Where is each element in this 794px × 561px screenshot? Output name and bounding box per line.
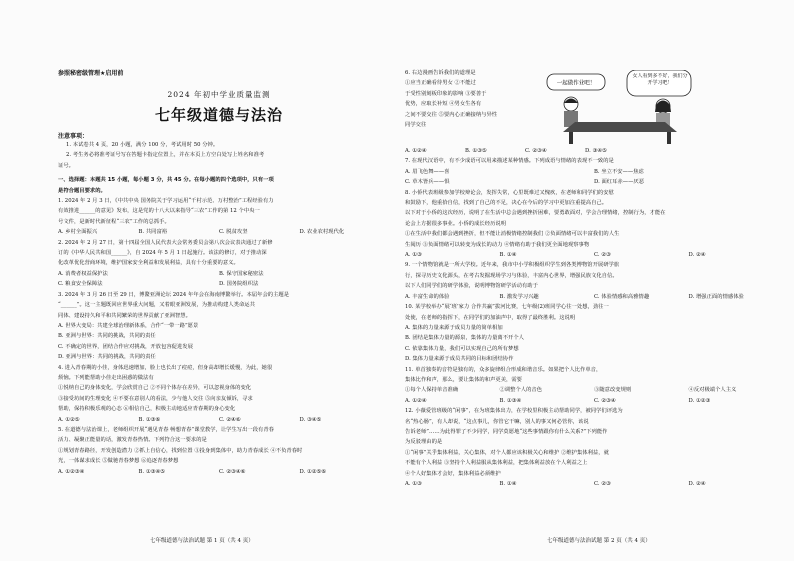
question-1-line: 有效推进______的意见》发布，这是党的十八大以来指导“三农”工作的第 12 个中央一 <box>58 208 260 215</box>
question-8-options <box>405 250 783 260</box>
question-10-line: 10. 某学校举办“展‘班’家力 合作共赢”拔河比赛，七年级(2)班同学心往一处想，劲往一 <box>405 304 609 311</box>
question-12-item: ①“闲事”关乎集体利益，关心集体，对个人都应该积极关心和维护 ②维护集体利益，就 <box>405 449 609 456</box>
question-2-line: 化改革优化营商环境，维护国家安全利益和发展利益，具有十分重要的意义。 <box>58 260 239 267</box>
question-2-line: 2. 2024 年 2 月 27 日，第十四届全国人民代表大会常务委员会第八次会议表决通过了新修 <box>58 239 273 246</box>
option-a: A. ①③ <box>405 252 422 259</box>
question-3-line: “______”。这一主题既回应世界重大问题，又着眼亚洲发展，为推动构建人类命运共 <box>58 302 255 309</box>
option-d: D. ①②③ <box>688 397 711 404</box>
notes-heading: 注意事项： <box>58 133 89 140</box>
page-footer: 七年级道德与法治试题 第 2 页（共 4 页） <box>547 538 651 544</box>
question-12-line: 名“热心肠”，有人却说，“这点事儿，你管它干嘛，别人的事又何必管你，该说 <box>405 418 589 425</box>
option-a: A. ①②⑤ <box>58 416 80 423</box>
question-3-line: 3. 2024 年 3 月 26 日至 29 日，博鳌亚洲论坛 2024 年年会在海南博鳌举行。本届年会的主题是 <box>58 291 290 298</box>
option-b: B. 保守国家秘密法 <box>219 270 264 277</box>
option-b: B. 共同富裕 <box>138 229 168 236</box>
cartoon-illustration <box>545 70 695 146</box>
question-9-line: 行，探寻历史文化源头，在考古发掘现场学习与体验，丰富内心世界，增强民族文化自信。 <box>405 272 618 279</box>
option-b: B. 团结是集体力量的源泉，集体的力量离不开个人 <box>405 335 524 342</box>
question-12-line: 告诉老师”……为此得罪了不少同学，同学莫愿地“这些事情跟你有什么关系?”下列能作 <box>405 428 608 435</box>
option-d: D. ②④ <box>688 481 706 487</box>
option-a: A. 眉飞色舞——喜 <box>405 168 450 175</box>
option-c: C. ②④⑥ <box>219 416 241 423</box>
option-c: C. ②③④ <box>594 397 616 404</box>
option-a: A. 丰富生命的体验 <box>405 293 450 300</box>
question-4-line: 烦恼。下列能帮助小佳走出困惑的做法有 <box>58 374 154 381</box>
option-d: D. 国务院组织法 <box>219 281 259 288</box>
question-12-line: 12. 小薇爱管班级的“闲事”，在为班集体出力，在学校里积极主动帮助同学，被同学们评选为 <box>405 408 623 415</box>
option-a: A. 集体的力量来源于成员力量的简单相加 <box>405 324 503 331</box>
item: ④反对极端个人主义 <box>688 387 737 394</box>
option-d: D. ①②⑤⑥ <box>299 468 327 475</box>
question-11-line: 集体比作和声，那么，要让集体的和声更美，需要 <box>405 376 522 383</box>
question-1-options <box>58 227 380 237</box>
question-6-line: 之间不要交往 ⑤要内心正确接纳与异性 <box>405 111 498 118</box>
question-9-line: 9. 一个情物馆就是一所大学校。近年来，我市中小学积极组织学生到各类博物馆开展研学旅 <box>405 262 620 269</box>
section-heading-cont: 是符合题目要求的。 <box>58 187 106 194</box>
question-6-line: ①应当正确看待男女 ②不能过 <box>405 80 476 87</box>
option-a: A. 世界大变局：共建全球治理新体系，合作“一带一路”愿景 <box>58 322 199 329</box>
option-a: A. 乡村全面振兴 <box>58 229 98 236</box>
question-7-line: 7. 在现代汉语中，有不少成语可以用来描述某种情感。下列成语与情绪的表现不一致的是 <box>405 158 614 165</box>
option-b: B. ①④ <box>499 252 517 259</box>
section-heading: 一、选择题：本题共 15 小题，每小题 3 分，共 45 分。在每小题的四个选项中，只有一项 <box>58 177 274 184</box>
question-6-line: 于受性别刻板印象的影响 ③要善于 <box>405 90 487 97</box>
question-8-line: 和鼓励下，他重拾自信，找到了自己的不足，决心在今后的学习中更加注重提高自己。 <box>405 200 608 207</box>
question-3-line: 同体、建设持久和平和共同繁荣的世界贡献了亚洲智慧。 <box>58 312 191 319</box>
exam-title: 2024 年初中学业质量监测 <box>167 90 271 99</box>
option-a: A. ①②③④ <box>58 468 85 475</box>
question-4-item: 帮助，保持积极乐观的心态 ⑥相信自己，积极主动地适应青春期的身心变化 <box>58 406 236 413</box>
option-b: B. ①③④⑤ <box>138 468 165 475</box>
question-6-options <box>405 146 645 156</box>
question-5-line: 5. 在道德与法治课上，老师组织开展“遇见青春 畅想青春”课堂教学，让学生写出一段有青春 <box>58 426 275 433</box>
option-b: B. ①③④ <box>499 397 522 404</box>
question-12-line: 为反驳理由的是 <box>405 439 443 446</box>
right-page <box>397 0 794 561</box>
question-8-item: 生阅历 ③负面情绪可以转变为成长的动力 ④情绪有助于我们更全面地观察事物 <box>405 241 590 248</box>
option-c: C. ②③④⑥ <box>219 468 246 475</box>
question-12-options <box>405 479 783 489</box>
question-2-options <box>58 279 380 289</box>
option-c: C. 依靠集体力量，我们可以实现自己的所有梦想 <box>405 345 519 352</box>
page-footer: 七年级道德与法治试题 第 1 页（共 4 页） <box>150 538 254 544</box>
question-4-item: ③接受坊间的生理变化 ④不要在意别人的看法，少与他人交往 ⑤向亲友倾诉，寻求 <box>58 395 253 402</box>
option-c: C. ②③ <box>594 481 611 487</box>
question-8-item: ①在生活中我们都会遇到挫折，但不能让消极情绪控制我们 ②负面情绪可以丰富我们的人生 <box>405 231 620 238</box>
item: ②调整个人的音色 <box>499 387 543 394</box>
bubble-right-text: 女人看到多不好，我们分开学习吧！ <box>632 73 688 86</box>
option-c: C. ②③④ <box>525 148 547 154</box>
question-5-options <box>58 467 380 477</box>
option-d: D. 亚洲与世界：共同的挑战，共同的责任 <box>58 354 156 361</box>
option-d: D. 农业农村现代化 <box>299 229 345 236</box>
question-7-options <box>405 177 783 187</box>
note-line: 1. 本试卷共 4 页，20 小题，满分 100 分，考试用时 50 分钟。 <box>66 142 219 148</box>
question-2-line: 订的《中华人民共和国______》，自 2024 年 5 月 1 日起施行。该法的修订，对于推动深 <box>58 250 267 257</box>
question-5-item: ①规划青春路径，开发创造潜力 ②抓上自信心，找到位置 ③投身到集体中，助力青春成长 ④不负青春时 <box>58 447 303 454</box>
question-6-line: 同学交往 <box>405 122 427 129</box>
option-c: C. ②③ <box>594 252 611 259</box>
note-line: 证号。 <box>58 162 74 169</box>
option-c: C. 粮食安全保障法 <box>58 281 103 288</box>
item: ①每个人保持单音准确 <box>405 387 459 394</box>
question-5-item: 光，一体谋求成长 ⑤做驰青春梦想 ⑥追逐青春梦想 <box>58 458 179 465</box>
question-1-line: 号文件，是新时代新征程“三农”工作的总抓手。 <box>58 218 170 225</box>
question-6-line: 优势，应取长补短 ④男女生各有 <box>405 101 482 108</box>
option-b: B. ①③⑤ <box>465 148 487 154</box>
option-c: C. 草木皆兵——惧 <box>405 179 450 186</box>
option-d: D. 增强正面的情感体验 <box>688 293 744 300</box>
option-c: C. 脱贫攻坚 <box>219 229 248 236</box>
question-11-options <box>405 396 783 406</box>
option-b: B. ①④ <box>499 481 517 487</box>
option-d: D. ③④⑤ <box>299 416 322 423</box>
question-7-options <box>405 167 783 177</box>
question-6-line: 6. 右边漫画告诉我们的道理是 <box>405 70 476 76</box>
option-d: D. 面红耳赤——厌恶 <box>594 179 645 186</box>
item: ③随意改变规则 <box>594 387 632 394</box>
option-a: A. 消费者权益保护法 <box>58 270 108 277</box>
option-d: D. 集体力量来源于成员共同的目标和团结协作 <box>405 356 514 363</box>
question-4-item: ①悦纳自己的身体变化，学会欣赏自己 ②不同个体存在差异，可以忽视身体的变化 <box>58 385 252 392</box>
confidentiality-label: 参照秘密级管理★启用前 <box>58 70 124 77</box>
question-8-line: 以下对于小侨的这次经历，说明了在生活中总会遇到挫折困难，要勇敢面对，学会合理情绪，控制行为，才能在 <box>405 210 666 217</box>
bubble-left-text: 一起做作业吧！ <box>556 80 596 87</box>
option-a: A. ①③ <box>405 481 422 487</box>
question-4-line: 4. 进入青春期的小佳，身体迅速增加，脸上也长出了痘痘，但身高却增长缓慢，为此，她很 <box>58 364 273 371</box>
question-1-line: 1. 2024 年 2 月 3 日，《中共中央 国务院关于学习运用“千村示范、万村整治”工程经验有力 <box>58 198 274 205</box>
question-8-line: 论会上方据很多事业。小侨的成长经历说明 <box>405 220 507 227</box>
option-d: D. ②④ <box>688 252 706 259</box>
option-b: B. ①③⑥ <box>138 416 161 423</box>
question-12-item: ④个人好集体才会好，集体利益必须维护 <box>405 470 501 477</box>
question-4-options <box>58 415 380 425</box>
question-12-item: 不能有个人利益 ③坚持个人利益服从集体利益，把集体利益放在个人利益之上 <box>405 460 588 467</box>
question-9-options <box>405 292 783 302</box>
question-2-options <box>58 269 380 279</box>
question-8-line: 8. 小侨代表班级参加学校辩论会，发挥失常，心里既难过又愧疚，在老师和同学们的安慰 <box>405 189 614 196</box>
option-b: B. 激发学习兴趣 <box>499 293 539 300</box>
option-c: C. 不确定的世界，团结合作应对挑战，开放包容促进发展 <box>58 343 193 350</box>
option-b: B. 亚洲与世界：共同的挑战，共同的责任 <box>58 333 156 340</box>
question-9-line: 以下人们同学们的研学体验，说明博物馆研学活动有助于 <box>405 283 538 290</box>
subject-title: 七年级道德与法治 <box>154 106 283 124</box>
question-5-line: 活力、凝聚正能量的话，激发青春热情。下列符合这一要求的是 <box>58 437 207 444</box>
option-d: D. ③④⑤ <box>585 148 607 154</box>
option-a: A. ①②④ <box>405 397 427 404</box>
option-c: C. 体验情感和高雅情趣 <box>594 293 650 300</box>
question-11-line: 11. 单首独奏的音符是独有的，众多旋律组合形成和谐音乐。如果把个人比作单音， <box>405 366 602 373</box>
question-11-items <box>405 385 783 395</box>
option-a: A. ①②④ <box>405 148 427 154</box>
question-10-line: 处使，在老师的指挥下，在同学们的加油声中，取得了最终胜利。这说明 <box>405 314 576 321</box>
option-b: B. 坐立不安——焦虑 <box>594 168 644 175</box>
note-line: 2. 考生务必将准考证号写在答题卡指定位置上，并在本页上方空白处写上姓名和准考 <box>66 152 265 159</box>
